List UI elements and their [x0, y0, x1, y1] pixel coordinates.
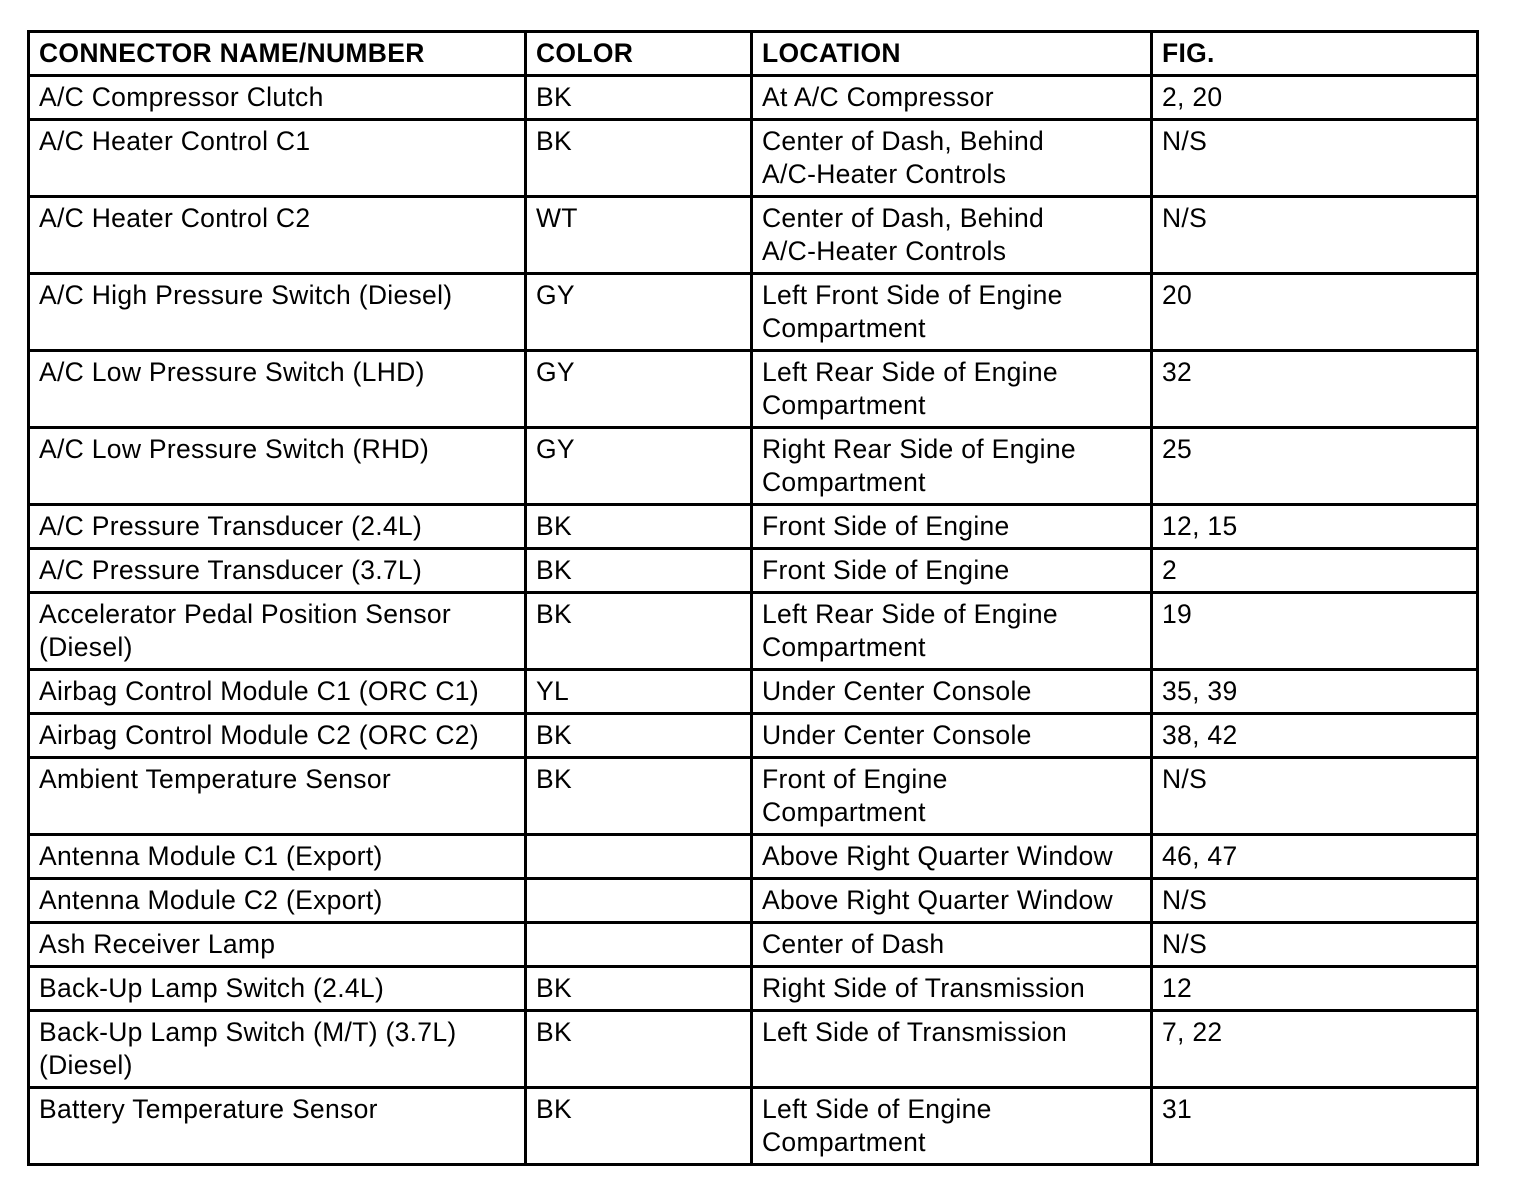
location-cell-line: Left Rear Side of Engine [762, 599, 1058, 629]
color-cell: BK [526, 593, 752, 670]
table-row [29, 967, 1478, 1011]
connector-name-cell-line: A/C Compressor Clutch [39, 82, 324, 112]
table-row [29, 758, 1478, 835]
location-cell [752, 505, 1152, 549]
table-row [29, 351, 1478, 428]
connector-name-cell-line: A/C High Pressure Switch (Diesel) [39, 280, 453, 310]
color-cell: BK [526, 967, 752, 1011]
location-cell [752, 351, 1152, 428]
connector-name-cell-line: Accelerator Pedal Position Sensor [39, 599, 452, 629]
location-cell-line: Compartment [762, 797, 926, 827]
connector-name-cell-line: Ambient Temperature Sensor [39, 764, 391, 794]
location-cell [752, 1088, 1152, 1165]
connector-name-cell [29, 593, 526, 670]
connector-name-cell-line: A/C Pressure Transducer (2.4L) [39, 511, 423, 541]
location-cell-line: A/C-Heater Controls [762, 236, 1007, 266]
table-row [29, 879, 1478, 923]
connector-name-cell-line: (Diesel) [39, 632, 133, 662]
connector-name-cell [29, 120, 526, 197]
location-cell [752, 428, 1152, 505]
location-cell-line: Front of Engine [762, 764, 948, 794]
location-cell-line: Center of Dash, Behind [762, 203, 1045, 233]
location-cell-line: Compartment [762, 1127, 926, 1157]
connector-name-cell [29, 428, 526, 505]
table-row [29, 1088, 1478, 1165]
connector-name-cell [29, 758, 526, 835]
connector-name-cell-line: Airbag Control Module C2 (ORC C2) [39, 720, 479, 750]
color-cell: BK [526, 1011, 752, 1088]
location-cell [752, 670, 1152, 714]
connector-name-cell [29, 1011, 526, 1088]
color-cell: BK [526, 1088, 752, 1165]
color-cell: GY [526, 351, 752, 428]
connector-name-cell [29, 879, 526, 923]
location-cell [752, 879, 1152, 923]
location-cell-line: A/C-Heater Controls [762, 159, 1007, 189]
location-cell-line: Under Center Console [762, 720, 1032, 750]
location-cell-line: Center of Dash [762, 929, 945, 959]
location-cell [752, 835, 1152, 879]
fig-cell: 7, 22 [1152, 1011, 1478, 1088]
fig-cell: 2 [1152, 549, 1478, 593]
color-cell: BK [526, 120, 752, 197]
connector-name-cell [29, 549, 526, 593]
connector-name-cell [29, 351, 526, 428]
connector-name-cell [29, 505, 526, 549]
connector-name-cell-line: A/C Heater Control C2 [39, 203, 311, 233]
table-row [29, 835, 1478, 879]
location-cell [752, 274, 1152, 351]
location-cell [752, 1011, 1152, 1088]
connector-table [27, 30, 1479, 1166]
table-row [29, 76, 1478, 120]
location-cell-line: Above Right Quarter Window [762, 841, 1113, 871]
connector-name-cell [29, 923, 526, 967]
fig-cell: 31 [1152, 1088, 1478, 1165]
location-cell-line: Left Side of Transmission [762, 1017, 1068, 1047]
connector-name-cell [29, 714, 526, 758]
connector-name-cell-line: Antenna Module C1 (Export) [39, 841, 383, 871]
fig-cell: N/S [1152, 923, 1478, 967]
fig-cell: N/S [1152, 879, 1478, 923]
color-cell: WT [526, 197, 752, 274]
location-cell [752, 197, 1152, 274]
fig-cell: N/S [1152, 197, 1478, 274]
location-cell-line: Compartment [762, 313, 926, 343]
table-row [29, 197, 1478, 274]
fig-cell: N/S [1152, 758, 1478, 835]
location-cell-line: Front Side of Engine [762, 555, 1010, 585]
color-cell: BK [526, 714, 752, 758]
color-cell: YL [526, 670, 752, 714]
table-header-row [29, 32, 1478, 76]
location-cell-line: Front Side of Engine [762, 511, 1010, 541]
location-cell-line: Compartment [762, 390, 926, 420]
color-cell [526, 923, 752, 967]
connector-name-cell-line: Back-Up Lamp Switch (M/T) (3.7L) [39, 1017, 457, 1047]
color-cell [526, 879, 752, 923]
color-cell: GY [526, 428, 752, 505]
connector-name-cell [29, 274, 526, 351]
location-cell-line: Right Rear Side of Engine [762, 434, 1076, 464]
table-row [29, 670, 1478, 714]
location-cell [752, 593, 1152, 670]
fig-cell: 35, 39 [1152, 670, 1478, 714]
table-body [29, 76, 1478, 1165]
color-cell: BK [526, 505, 752, 549]
connector-name-cell [29, 76, 526, 120]
table-row [29, 714, 1478, 758]
location-cell [752, 549, 1152, 593]
location-cell [752, 923, 1152, 967]
fig-cell: 46, 47 [1152, 835, 1478, 879]
table-row [29, 593, 1478, 670]
fig-cell: 20 [1152, 274, 1478, 351]
connector-name-cell-line: (Diesel) [39, 1050, 133, 1080]
table-row [29, 428, 1478, 505]
fig-cell: 25 [1152, 428, 1478, 505]
location-cell [752, 758, 1152, 835]
connector-name-cell-line: Antenna Module C2 (Export) [39, 885, 383, 915]
color-cell: BK [526, 758, 752, 835]
fig-cell: 32 [1152, 351, 1478, 428]
location-cell-line: At A/C Compressor [762, 82, 994, 112]
location-cell [752, 76, 1152, 120]
connector-name-cell-line: A/C Heater Control C1 [39, 126, 311, 156]
connector-name-cell-line: Back-Up Lamp Switch (2.4L) [39, 973, 385, 1003]
color-cell: GY [526, 274, 752, 351]
table-row [29, 923, 1478, 967]
header-connector-name: CONNECTOR NAME/NUMBER [29, 32, 526, 76]
color-cell: BK [526, 549, 752, 593]
location-cell-line: Left Side of Engine [762, 1094, 992, 1124]
connector-name-cell [29, 197, 526, 274]
location-cell-line: Above Right Quarter Window [762, 885, 1113, 915]
location-cell-line: Left Rear Side of Engine [762, 357, 1058, 387]
connector-name-cell-line: A/C Low Pressure Switch (LHD) [39, 357, 425, 387]
connector-name-cell [29, 1088, 526, 1165]
location-cell-line: Left Front Side of Engine [762, 280, 1063, 310]
connector-name-cell [29, 835, 526, 879]
header-location: LOCATION [752, 32, 1152, 76]
location-cell [752, 714, 1152, 758]
fig-cell: 38, 42 [1152, 714, 1478, 758]
table-row [29, 505, 1478, 549]
table-row [29, 549, 1478, 593]
location-cell [752, 120, 1152, 197]
connector-name-cell-line: Battery Temperature Sensor [39, 1094, 378, 1124]
table-row [29, 274, 1478, 351]
connector-name-cell-line: A/C Pressure Transducer (3.7L) [39, 555, 423, 585]
connector-name-cell [29, 670, 526, 714]
fig-cell: 12 [1152, 967, 1478, 1011]
location-cell-line: Right Side of Transmission [762, 973, 1085, 1003]
fig-cell: 12, 15 [1152, 505, 1478, 549]
connector-name-cell-line: Airbag Control Module C1 (ORC C1) [39, 676, 479, 706]
location-cell-line: Under Center Console [762, 676, 1032, 706]
location-cell-line: Compartment [762, 467, 926, 497]
header-fig: FIG. [1152, 32, 1478, 76]
connector-name-cell [29, 967, 526, 1011]
fig-cell: 2, 20 [1152, 76, 1478, 120]
connector-name-cell-line: Ash Receiver Lamp [39, 929, 276, 959]
color-cell [526, 835, 752, 879]
header-color: COLOR [526, 32, 752, 76]
fig-cell: 19 [1152, 593, 1478, 670]
fig-cell: N/S [1152, 120, 1478, 197]
color-cell: BK [526, 76, 752, 120]
connector-name-cell-line: A/C Low Pressure Switch (RHD) [39, 434, 430, 464]
location-cell-line: Center of Dash, Behind [762, 126, 1045, 156]
table-row [29, 1011, 1478, 1088]
table-row [29, 120, 1478, 197]
location-cell-line: Compartment [762, 632, 926, 662]
location-cell [752, 967, 1152, 1011]
